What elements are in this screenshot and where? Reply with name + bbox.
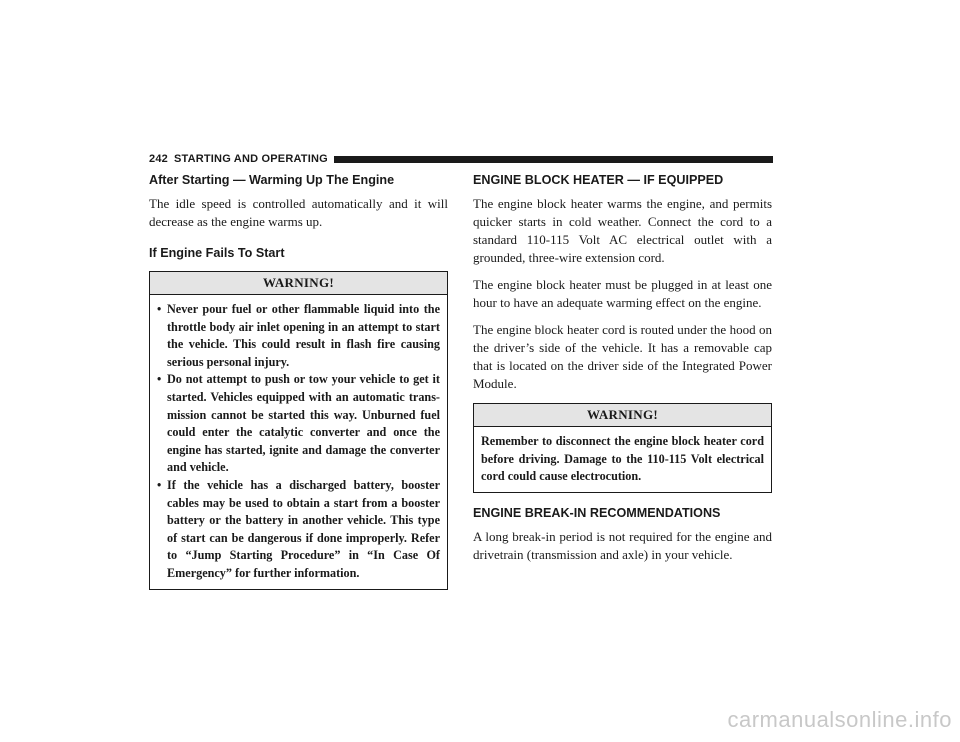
warning-title: WARNING! xyxy=(150,272,447,295)
warning-item xyxy=(157,477,440,583)
warning-box-engine-fails xyxy=(149,271,448,590)
heading-engine-fails: If Engine Fails To Start xyxy=(149,246,285,260)
warning-title: WARNING! xyxy=(474,404,771,427)
warning-item-text: Do not attempt to push or tow your vehicle to get it started. Vehicles equipped with an automatic trans-mission cannot be started this way. Unburned fuel could enter the catalytic converter and once the engine has started, ignite and damage the converter and vehicle. xyxy=(167,372,440,475)
warning-item xyxy=(157,371,440,477)
bullet-icon: • xyxy=(157,302,162,316)
heading-block-heater: ENGINE BLOCK HEATER — IF EQUIPPED xyxy=(473,173,724,187)
warning-item-text: Never pour fuel or other flammable liquid into the throttle body air inlet opening in an attempt to start the vehicle. This could result in flash fire causing serious personal injury. xyxy=(167,302,440,369)
page-number: 242 xyxy=(149,153,168,165)
bullet-icon: • xyxy=(157,477,162,492)
paragraph-idle-speed: The idle speed is controlled automatically and it will decrease as the engine warms up. xyxy=(149,196,448,229)
section-title: STARTING AND OPERATING xyxy=(173,153,328,165)
paragraph-block-heater-plug: The engine block heater must be plugged in at least one hour to have an adequate warming effect on the engine. xyxy=(473,277,772,310)
bullet-icon: • xyxy=(157,372,162,387)
right-column xyxy=(473,172,772,573)
warning-list xyxy=(157,301,440,583)
warning-item xyxy=(157,301,440,371)
paragraph-block-heater-cord: The engine block heater cord is routed under the hood on the driver’s side of the vehicle. It has a removable cap that is located on the driver side of the Integrated Power Module. xyxy=(473,322,772,391)
heading-break-in: ENGINE BREAK-IN RECOMMENDATIONS xyxy=(473,505,721,520)
paragraph-break-in: A long break-in period is not required for the engine and drivetrain (transmission and axle) in your vehicle. xyxy=(473,528,772,562)
warning-item-text: If the vehicle has a discharged battery, booster cables may be used to obtain a start from a booster battery or the battery in another vehicle. This type of start can be dangerous if done improperly. Refer to “Jump Starting Procedure” in “In Case Of Emergency” for further information. xyxy=(167,477,440,580)
heading-warming-up: After Starting — Warming Up The Engine xyxy=(149,173,395,187)
header-rule xyxy=(334,156,773,163)
left-column xyxy=(149,172,448,590)
paragraph-block-heater-intro: The engine block heater warms the engine, and permits quicker starts in cold weather. Connect the cord to a standard 110-115 Volt AC electrical outlet with a grounded, three-wire extension cord. xyxy=(473,196,772,265)
warning-text: Remember to disconnect the engine block heater cord before driving. Damage to the 110-115 Volt electrical cord could cause electrocution. xyxy=(481,434,764,484)
warning-box-block-heater xyxy=(473,403,772,493)
watermark-text: carmanualsonline.info xyxy=(727,707,952,732)
page-header xyxy=(149,152,773,166)
